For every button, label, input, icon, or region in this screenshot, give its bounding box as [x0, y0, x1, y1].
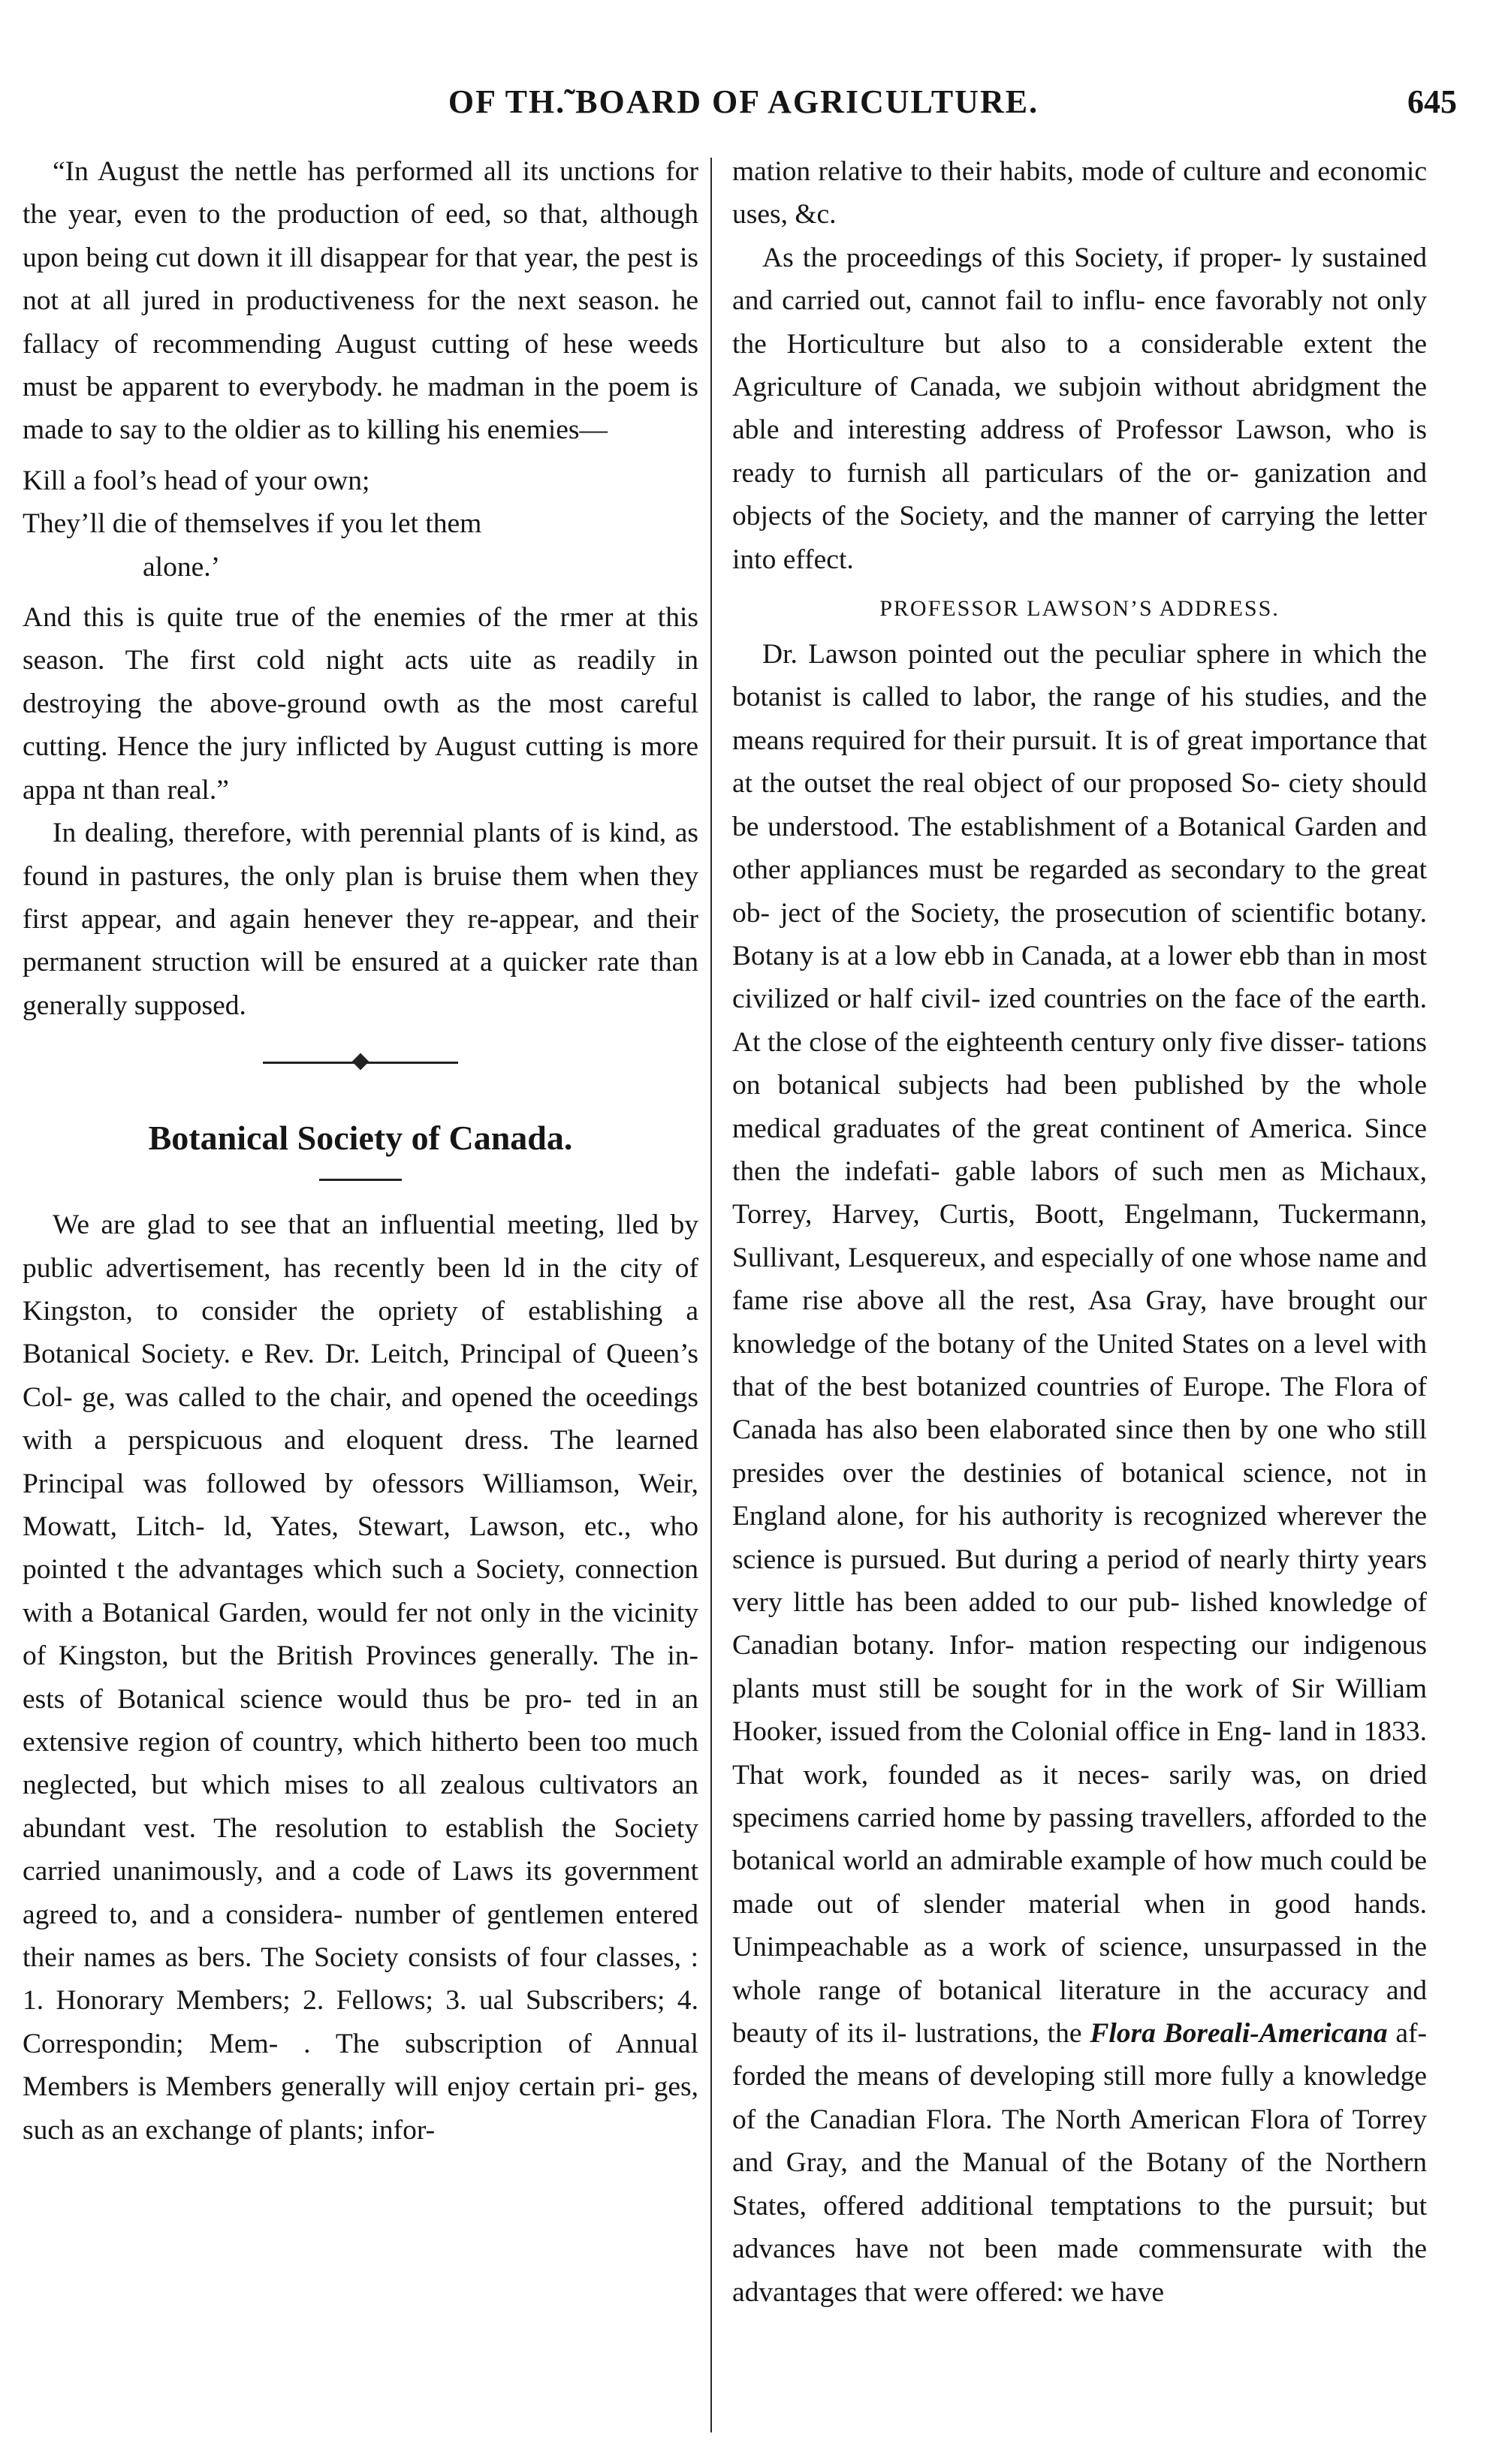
running-head [30, 75, 1457, 128]
verse-block [23, 459, 698, 589]
section-title: Botanical Society of Canada. [148, 1119, 573, 1158]
verse-line: They’ll die of themselves if you let them [23, 508, 482, 540]
enemies-paragraph: And this is quite true of the enemies of the rmer at this season. The first cold night acts uite as readily in destroying the above-ground owth as the most careful cutting. Hence the jury inflicted by August cutting is more appa nt than real.” [23, 602, 698, 806]
address-subheading: PROFESSOR LAWSON’S ADDRESS. [879, 596, 1280, 622]
divider-diamond-icon [352, 1053, 369, 1071]
address-text: Dr. Lawson pointed out the peculiar sphere in which the botanist is called to labor, the range of his studies, and the means required for their pursuit. It is of great importance that at the outset the real object of our proposed So- ciety should be understood. The establishment of a Botanical Garden and other appliances must be regarded as secondary to the great ob- ject of the Society, the prosecution of scientific botany. Botany is at a low ebb in Canada, at a lower ebb than in most civilized or half civil- ized countries on the face of the earth. At the close of the eighteenth century only five disser- tations on botanical subjects had been published by the whole medical graduates of the great continent of America. Since then the indefati- gable labors of such men as Michaux, Torrey, Harvey, Curtis, Boott, Engelmann, Tuckermann, Sullivant, Lesquereux, and especially of one whose name and fame rise above all the rest, Asa Gray, have brought our knowledge of the botany of the United States on a level with that of the best botanized countries of Europe. The Flora of Canada has also been elaborated since then by one who still presides over the destinies of botanical science, not in England alone, for his authority is recognized wherever the science is pursued. But during a period of nearly thirty years very little has been added to our pub- lished knowledge of Canadian botany. Infor- mation respecting our indigenous plants must still be sought for in the work of Sir William Hooker, issued from the Colonial office in Eng- land in 1833. That work, founded as it neces- sarily was, on dried specimens carried home by passing travellers, afforded to the botanical world an admirable example of how much could be made out of slender material when in good hands. Unimpeachable as a work of science, unsurpassed in the whole range of botanical literature in the accuracy and beauty of its il- lustrations, the [732, 639, 1427, 2050]
title-underline [319, 1179, 402, 1181]
dealing-paragraph: In dealing, therefore, with perennial plants of is kind, as found in pastures, the only plan is bruise them when they first appear, and again henever they re-appear, and their permanent struction will be ensured at a quicker rate than generally supposed. [23, 818, 698, 1021]
page-number: 645 [1407, 83, 1457, 120]
society-meeting-paragraph: We are glad to see that an influential meeting, lled by public advertisement, has recently been ld in the city of Kingston, to consider the opriety of establishing a Botanical Society. e Rev. Dr. Leitch, Principal of Queen’s Col- ge, was called to the chair, and opened the oceedings with a perspicuous and eloquent dress. The learned Principal was followed by ofessors Williamson, Weir, Mowatt, Litch- ld, Yates, Stewart, Lawson, etc., who pointed t the advantages which such a Society, connection with a Botanical Garden, would fer not only in the vicinity of Kingston, but the British Provinces generally. The in- ests of Botanical science would thus be pro- ted in an extensive region of country, which hitherto been too much neglected, but which mises to all zealous cultivators an abundant vest. The resolution to establish the Society carried unanimously, and a code of Laws its government agreed to, and a considera- number of gentlemen entered their names as bers. The Society consists of four classes, : 1. Honorary Members; 2. Fellows; 3. ual Subscribers; 4. Correspondin; Mem- . The subscription of Annual Members is Members generally will enjoy certain pri- ges, such as an exchange of plants; infor- [23, 1209, 698, 2146]
proceedings-paragraph: As the proceedings of this Society, if proper- ly sustained and carried out, cannot fail to influ- ence favorably not only the Horticulture but also to a considerable extent the Agriculture of Canada, we subjoin without abridgment the able and interesting address of Professor Lawson, who is ready to furnish all particulars of the or- ganization and objects of the Society, and the manner of carrying the letter into effect. [732, 242, 1427, 575]
right-column [732, 150, 1427, 2314]
column-rule [710, 158, 712, 2432]
lawson-address-paragraph [732, 633, 1427, 2314]
continuation-paragraph: mation relative to their habits, mode of culture and economic uses, &c. [732, 156, 1427, 230]
left-column [23, 150, 698, 2152]
verse-line: Kill a fool’s head of your own; [23, 465, 370, 496]
flora-title: Flora Boreali-Americana [1090, 2018, 1388, 2050]
section-divider-ornament [263, 1041, 458, 1086]
verse-line: alone.’ [143, 551, 221, 583]
nettle-quote-paragraph: “In August the nettle has performed all its unctions for the year, even to the production of eed, so that, although upon being cut down it ill disappear for that year, the pest is not at all jured in productiveness for the next season. he fallacy of recommending August cutting of hese weeds must be apparent to everybody. he madman in the poem is made to say to the oldier as to killing his enemies— [23, 156, 698, 446]
running-title: OF TH.̃ BOARD OF AGRICULTURE. [448, 83, 1039, 120]
address-text-continued: af- forded the means of developing still more fully a knowledge of the Canadian Flora. The North American Flora of Torrey and Gray, and the Manual of the Botany of the Northern States, offered additional temptations to the pursuit; but advances have not been made commensurate with the advantages that were offered: we have [732, 2018, 1428, 2308]
